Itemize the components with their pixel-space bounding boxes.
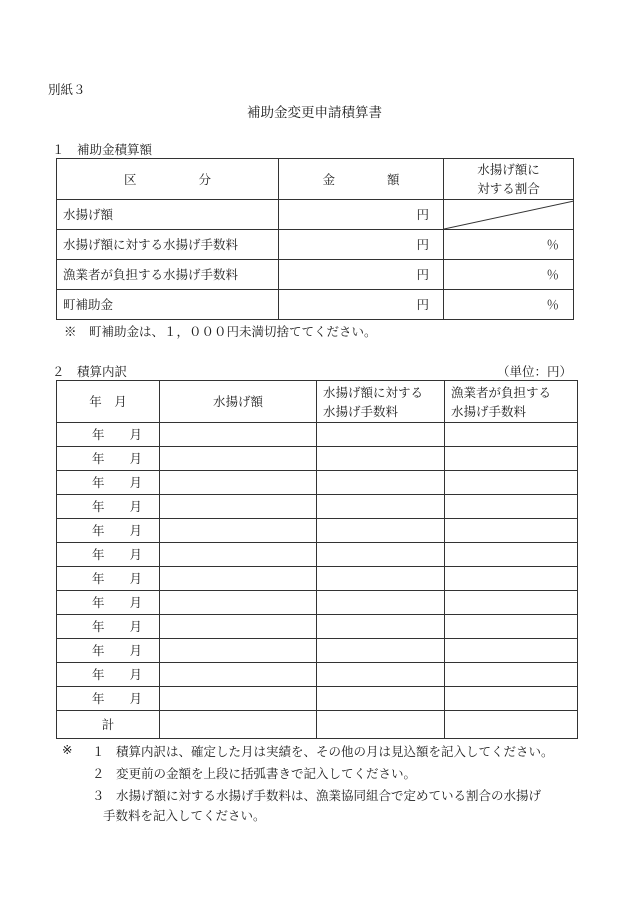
diagonal-line <box>444 200 574 230</box>
note-mark: ※ <box>62 742 73 757</box>
month-row <box>57 447 578 471</box>
month-row <box>57 471 578 495</box>
month-label: 年 月 <box>57 423 160 447</box>
fisher-fee-cell[interactable] <box>445 543 578 567</box>
landing-cell[interactable] <box>160 687 317 711</box>
percent-unit[interactable]: ％ <box>444 230 574 260</box>
landing-amount-header: 水揚げ額 <box>160 381 317 423</box>
month-label: 年 月 <box>57 447 160 471</box>
yen-unit[interactable]: 円 <box>279 260 444 290</box>
note-3-continuation: 手数料を記入してください。 <box>103 808 266 823</box>
month-row <box>57 615 578 639</box>
landing-cell[interactable] <box>160 663 317 687</box>
kubun-header: 区 分 <box>57 159 279 200</box>
total-fee-cell[interactable] <box>317 711 445 739</box>
month-label: 年 月 <box>57 567 160 591</box>
fisher-fee-cell[interactable] <box>445 423 578 447</box>
fee-cell[interactable] <box>317 471 445 495</box>
month-row <box>57 663 578 687</box>
fisher-fee-cell[interactable] <box>445 471 578 495</box>
month-row <box>57 567 578 591</box>
total-landing-cell[interactable] <box>160 711 317 739</box>
fee-cell[interactable] <box>317 663 445 687</box>
landing-cell[interactable] <box>160 567 317 591</box>
fisher-fee-cell[interactable] <box>445 663 578 687</box>
fee-cell[interactable] <box>317 543 445 567</box>
landing-cell[interactable] <box>160 639 317 663</box>
month-row <box>57 687 578 711</box>
percent-unit[interactable]: ％ <box>444 260 574 290</box>
row-label: 町補助金 <box>57 290 279 320</box>
fee-cell[interactable] <box>317 495 445 519</box>
month-label: 年 月 <box>57 519 160 543</box>
total-row <box>57 711 578 739</box>
table-row <box>57 260 574 290</box>
yen-unit[interactable]: 円 <box>279 290 444 320</box>
fee-cell[interactable] <box>317 615 445 639</box>
fee-cell[interactable] <box>317 591 445 615</box>
fisher-fee-header: 漁業者が負担する 水揚げ手数料 <box>445 381 578 423</box>
fisher-fee-cell[interactable] <box>445 639 578 663</box>
fee-header: 水揚げ額に対する 水揚げ手数料 <box>317 381 445 423</box>
breakdown-table <box>56 380 578 739</box>
percent-unit[interactable]: ％ <box>444 290 574 320</box>
landing-cell[interactable] <box>160 591 317 615</box>
yen-unit[interactable]: 円 <box>279 200 444 230</box>
table-row <box>57 230 574 260</box>
month-label: 年 月 <box>57 687 160 711</box>
month-label: 年 月 <box>57 639 160 663</box>
month-label: 年 月 <box>57 471 160 495</box>
year-month-header: 年 月 <box>57 381 160 423</box>
note-1-num: １ <box>92 744 105 759</box>
table-row <box>57 290 574 320</box>
annex-label: 別紙３ <box>48 82 86 97</box>
fisher-fee-cell[interactable] <box>445 687 578 711</box>
landing-cell[interactable] <box>160 423 317 447</box>
fisher-fee-cell[interactable] <box>445 495 578 519</box>
row-label: 水揚げ額に対する水揚げ手数料 <box>57 230 279 260</box>
row-label: 漁業者が負担する水揚げ手数料 <box>57 260 279 290</box>
note-2-text: 変更前の金額を上段に括弧書きで記入してください。 <box>116 766 417 781</box>
document-title: 補助金変更申請積算書 <box>247 105 382 121</box>
month-label: 年 月 <box>57 591 160 615</box>
fee-cell[interactable] <box>317 567 445 591</box>
total-label: 計 <box>57 711 160 739</box>
note-1-text: 積算内訳は、確定した月は実績を、その他の月は見込額を記入してください。 <box>116 744 554 759</box>
fee-cell[interactable] <box>317 687 445 711</box>
note-2-num: ２ <box>92 766 105 781</box>
note-3-text: 水揚げ額に対する水揚げ手数料は、漁業協同組合で定めている割合の水揚げ <box>116 788 542 803</box>
month-row <box>57 591 578 615</box>
landing-cell[interactable] <box>160 471 317 495</box>
month-row <box>57 543 578 567</box>
yen-unit[interactable]: 円 <box>279 230 444 260</box>
subsidy-calc-table <box>56 158 574 320</box>
section2-heading: ２ 積算内訳 <box>52 364 128 379</box>
month-label: 年 月 <box>57 543 160 567</box>
month-row <box>57 639 578 663</box>
month-label: 年 月 <box>57 663 160 687</box>
fisher-fee-cell[interactable] <box>445 447 578 471</box>
month-row <box>57 423 578 447</box>
landing-cell[interactable] <box>160 495 317 519</box>
fee-cell[interactable] <box>317 519 445 543</box>
month-row <box>57 495 578 519</box>
fisher-fee-cell[interactable] <box>445 519 578 543</box>
fee-cell[interactable] <box>317 639 445 663</box>
fisher-fee-cell[interactable] <box>445 567 578 591</box>
table-row <box>57 200 574 230</box>
landing-cell[interactable] <box>160 543 317 567</box>
section1-note: ※ 町補助金は、１，０００円未満切捨ててください。 <box>64 324 377 339</box>
row-label: 水揚げ額 <box>57 200 279 230</box>
unit-label: （単位：円） <box>496 364 572 379</box>
fee-cell[interactable] <box>317 447 445 471</box>
diagonal-cell <box>444 200 574 230</box>
total-fisher-fee-cell[interactable] <box>445 711 578 739</box>
note-3-num: ３ <box>92 788 105 803</box>
landing-cell[interactable] <box>160 615 317 639</box>
fisher-fee-cell[interactable] <box>445 615 578 639</box>
month-label: 年 月 <box>57 615 160 639</box>
amount-header: 金 額 <box>279 159 444 200</box>
fisher-fee-cell[interactable] <box>445 591 578 615</box>
month-row <box>57 519 578 543</box>
section1-heading: １ 補助金積算額 <box>52 142 153 157</box>
fee-cell[interactable] <box>317 423 445 447</box>
month-label: 年 月 <box>57 495 160 519</box>
landing-cell[interactable] <box>160 519 317 543</box>
landing-cell[interactable] <box>160 447 317 471</box>
ratio-header: 水揚げ額に 対する割合 <box>444 159 574 200</box>
